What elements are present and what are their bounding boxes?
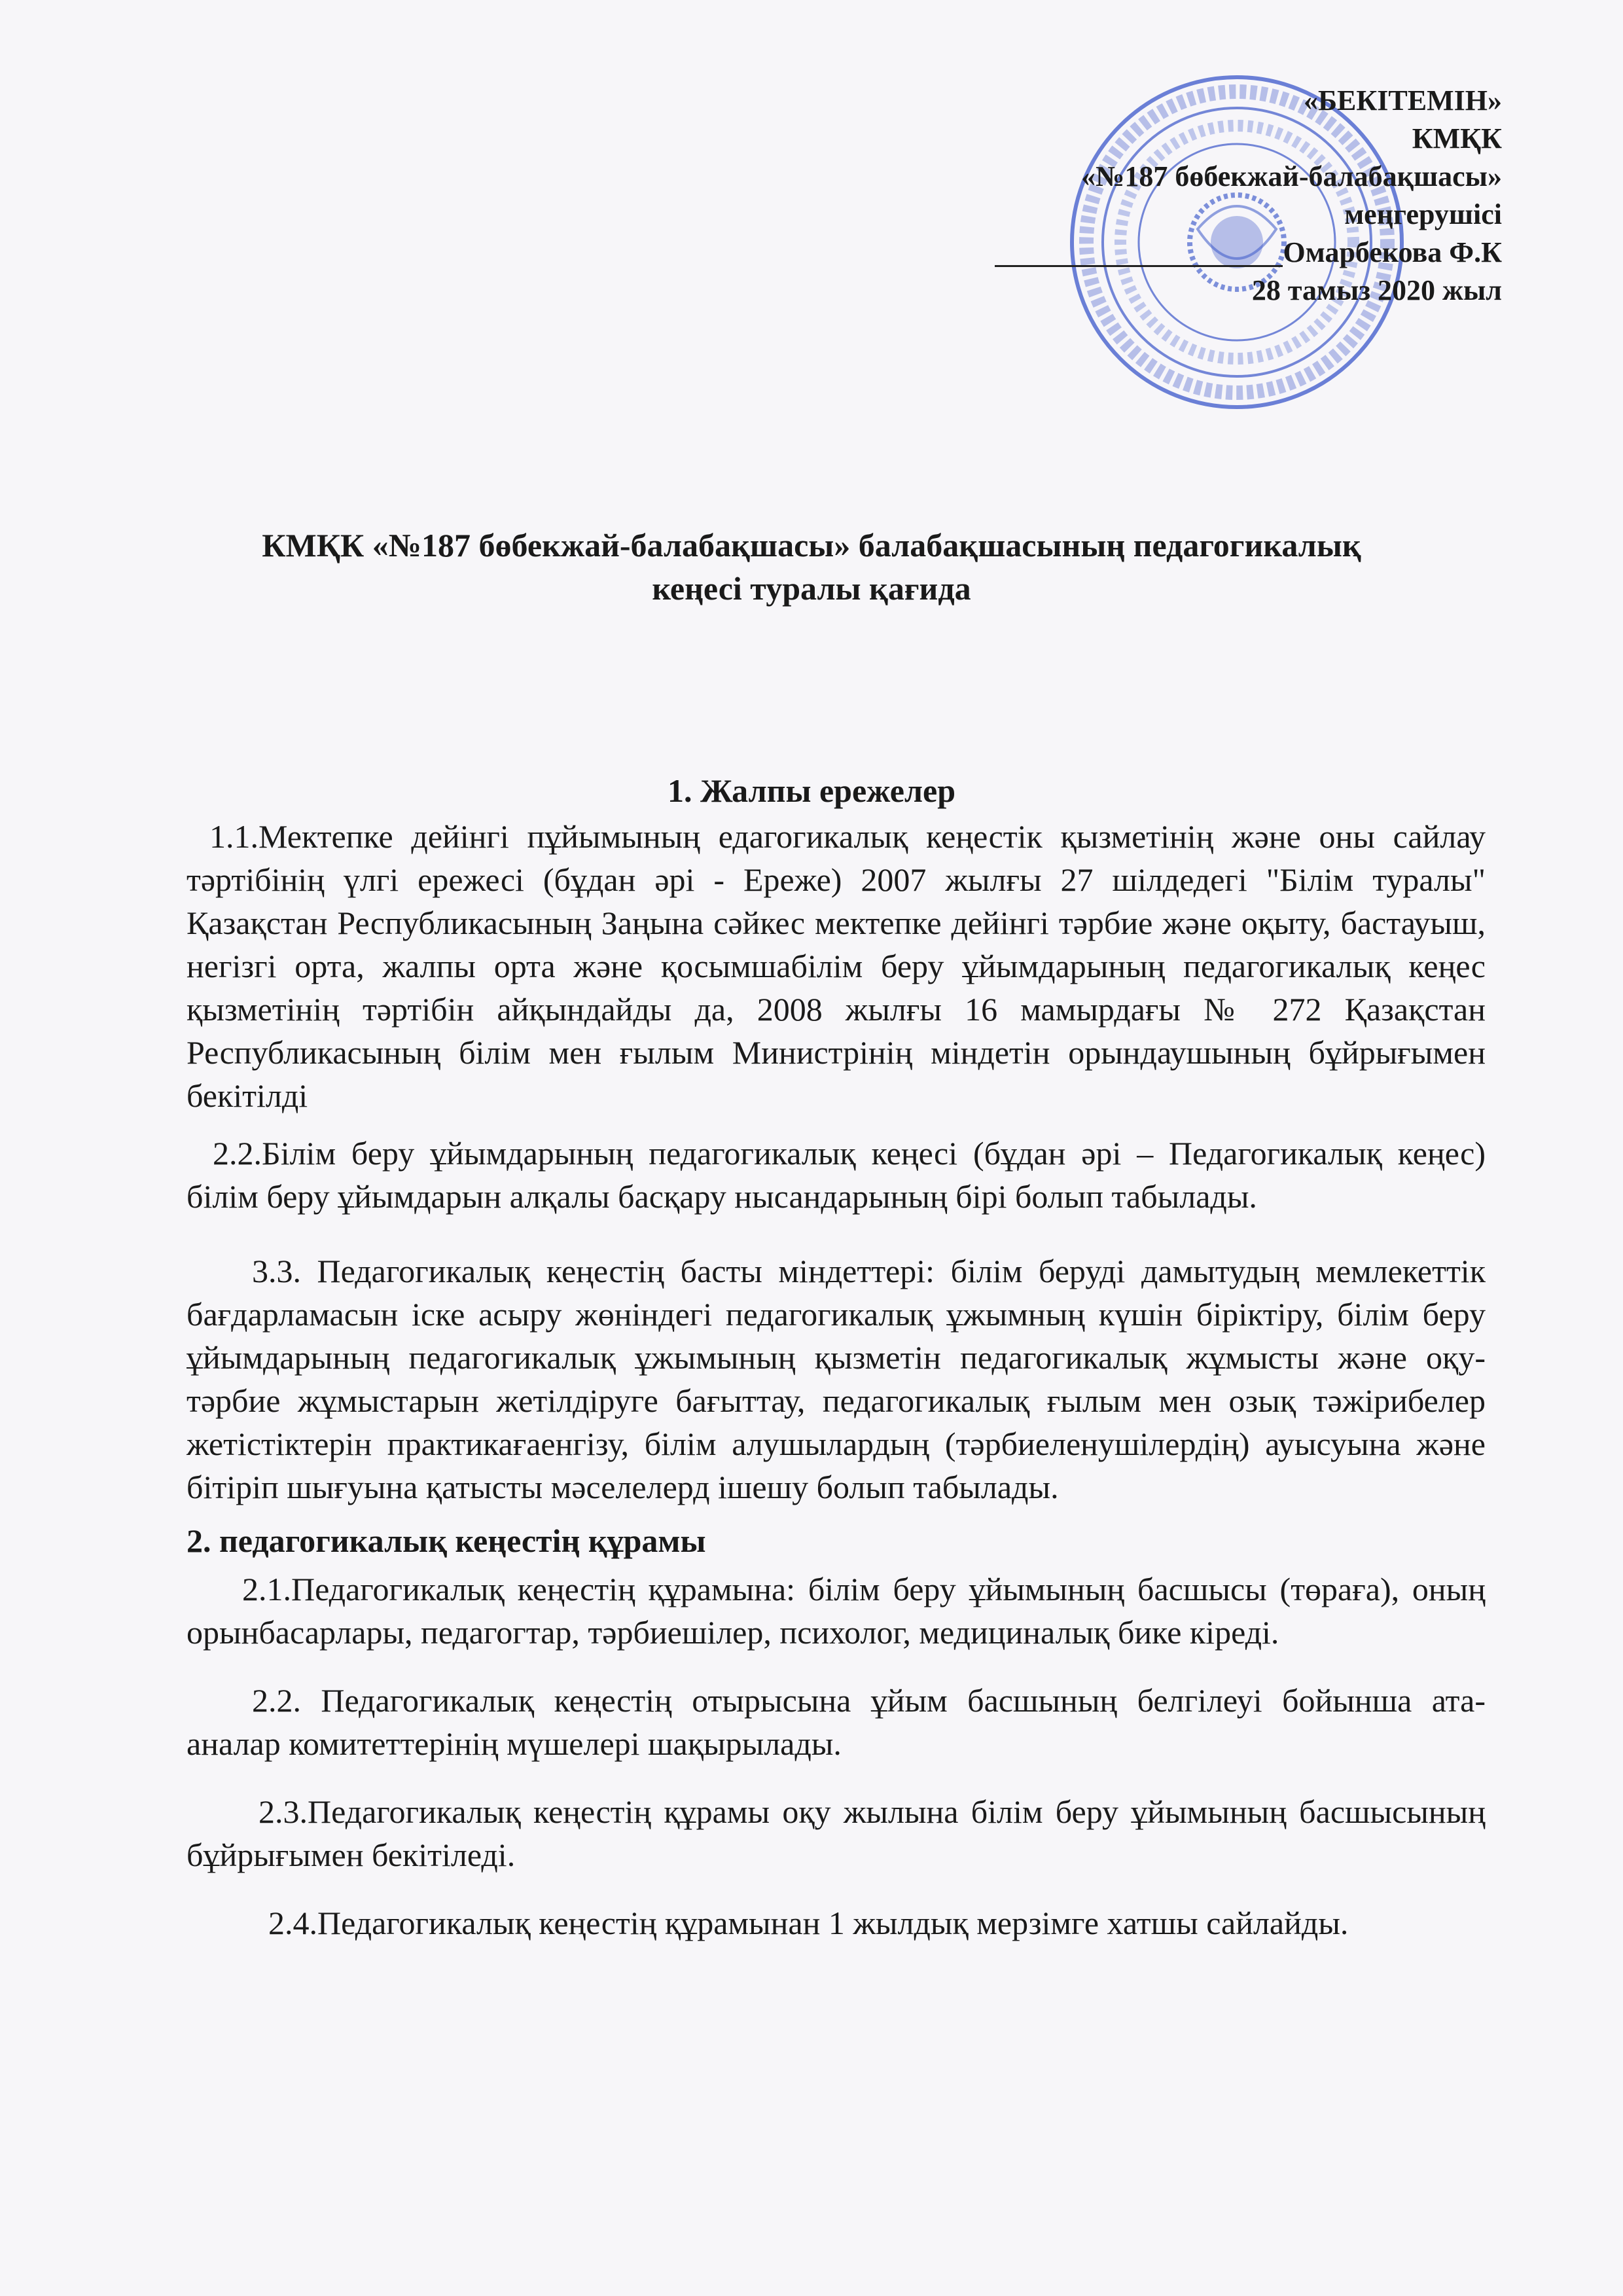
paragraph-2-2: 2.2.Білім беру ұйымдарының педагогикалық кеңесі (бұдан әрі – Педагогикалық кеңес) білім беру ұйымдарын алқалы басқару нысандарының бірі болып табылады.: [187, 1135, 1486, 1215]
approval-line-5: Омарбекова Ф.К: [1283, 236, 1502, 268]
title-line-2: кеңесі туралы қағида: [652, 570, 971, 607]
approval-line-4: меңгерушісі: [1344, 198, 1502, 230]
approval-block: [978, 82, 1502, 310]
paragraph-2-1: 2.1.Педагогикалық кеңестің құрамына: білім беру ұйымының басшысы (төраға), оның орынбасарлары, педагогтар, тәрбиешілер, психолог, медициналық бике кіреді.: [187, 1571, 1486, 1651]
section-1-heading: 1. Жалпы ережелер: [667, 772, 956, 809]
paragraph-3-3: 3.3. Педагогикалық кеңестің басты міндеттері: білім беруді дамытудың мемлекеттік бағдарламасын іске асыру жөніндегі педагогикалық ұжымның күшін біріктіру, білім беру ұйымдарының педагогикалық ұжымының қызметін педагогикалық жұмысты және оқу-тәрбие жұмыстарын жетілдіруге бағыттау, педагогикалық ғылым мен озық тәжірибелер жетістіктерін практикағаенгізу, білім алушылардың (тәрбиеленушілердің) ауысуына және бітіріп шығуына қатысты мәселелерд ішешу болып табылады.: [187, 1253, 1486, 1505]
paragraph-2-4: 2.4.Педагогикалық кеңестің құрамынан 1 жылдық мерзімге хатшы сайлайды.: [268, 1905, 1349, 1941]
paragraph-2-3: 2.3.Педагогикалық кеңестің құрамы оқу жылына білім беру ұйымының басшысының бұйрығымен бекітіледі.: [187, 1793, 1486, 1873]
paragraph-1-1: 1.1.Мектепке дейінгі пұйымының едагогикалық кеңестік қызметінің және оны сайлау тәртібінің үлгі ережесі (бұдан әрі - Ереже) 2007 жылғы 27 шілдедегі "Білім туралы" Қазақстан Республикасының Заңына сәйкес мектепке дейінгі тәрбие және оқыту, бастауыш, негізгі орта, жалпы орта және қосымшабілім беру ұйымдарының педагогикалық кеңес қызметінің тәртібін айқындайды да, 2008 жылғы 16 мамырдағы № 272 Қазақстан Республикасының білім мен ғылым Министрінің міндетін орындаушының бұйрығымен бекітілді: [187, 818, 1486, 1114]
approval-line-1: «БЕКІТЕМІН»: [1303, 84, 1502, 117]
document-title: [164, 524, 1459, 610]
approval-line-2: КМҚК: [1412, 122, 1502, 154]
section-2-heading: 2. педагогикалық кеңестің құрамы: [187, 1522, 706, 1559]
paragraph-2-2b: 2.2. Педагогикалық кеңестің отырысына ұйым басшының белгілеуі бойынша ата-аналар комитеттерінің мүшелері шақырылады.: [187, 1682, 1486, 1762]
section-1-body: [187, 815, 1486, 1945]
approval-line-6: 28 тамыз 2020 жыл: [1251, 274, 1502, 306]
title-line-1: КМҚК «№187 бөбекжай-балабақшасы» балабақшасының педагогикалық: [262, 527, 1361, 564]
approval-line-3: «№187 бөбекжай-балабақшасы»: [1081, 160, 1502, 192]
